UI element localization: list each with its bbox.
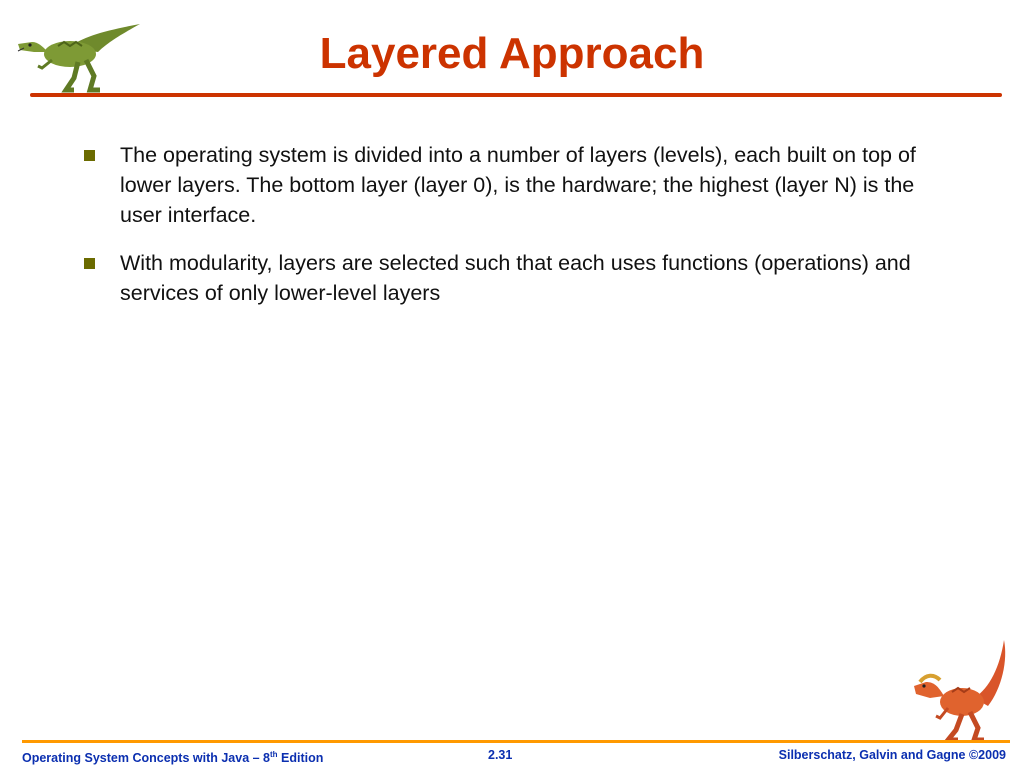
bullet-item	[84, 248, 924, 308]
title-divider	[30, 93, 1002, 97]
bullet-text: With modularity, layers are selected such that each uses functions (operations) and services of only lower-level layers	[120, 251, 911, 305]
red-dinosaur-illustration	[904, 636, 1012, 744]
bullet-list	[84, 140, 924, 326]
bullet-text: The operating system is divided into a number of layers (levels), each built on top of lower layers. The bottom layer (layer 0), is the hardware; the highest (layer N) is the user interface.	[120, 143, 916, 227]
bullet-item	[84, 140, 924, 230]
footer-copyright: Silberschatz, Galvin and Gagne ©2009	[778, 748, 1006, 762]
footer-book-title-text: Operating System Concepts with Java – 8	[22, 751, 270, 766]
square-bullet-icon	[84, 258, 95, 269]
square-bullet-icon	[84, 150, 95, 161]
page-number: 2.31	[488, 748, 513, 762]
footer-edition-text: Edition	[277, 751, 324, 766]
footer-book-title	[22, 748, 323, 765]
footer-divider	[22, 740, 1010, 743]
footer-edition-superscript: th	[270, 750, 278, 759]
slide-title: Layered Approach	[319, 29, 705, 78]
